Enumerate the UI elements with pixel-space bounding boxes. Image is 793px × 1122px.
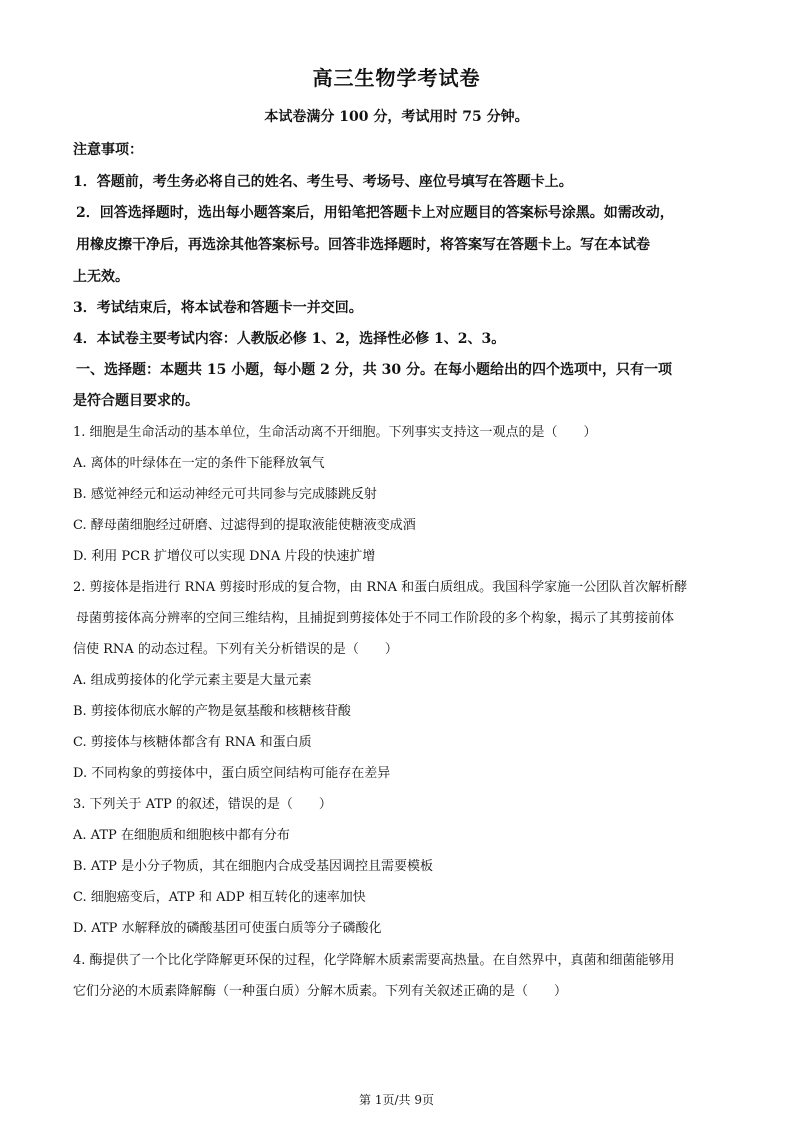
notice-item: 2．回答选择题时，选出每小题答案后，用铅笔把答题卡上对应题目的答案标号涂黑。如需改动，: [76, 205, 674, 221]
notice-heading: 注意事项：: [73, 142, 143, 158]
question-option: B. 感觉神经元和运动神经元可共同参与完成膝跳反射: [73, 487, 377, 502]
notice-item: 3．考试结束后，将本试卷和答题卡一并交回。: [73, 300, 363, 316]
question-option: D. 利用 PCR 扩增仪可以实现 DNA 片段的快速扩增: [73, 549, 376, 564]
notice-item: 1．答题前，考生务必将自己的姓名、考生号、考场号、座位号填写在答题卡上。: [73, 174, 573, 190]
question-option: C. 剪接体与核糖体都含有 RNA 和蛋白质: [73, 735, 312, 750]
question-option: A. 离体的叶绿体在一定的条件下能释放氧气: [73, 456, 325, 471]
question-option: A. 组成剪接体的化学元素主要是大量元素: [73, 673, 312, 688]
section-heading: 一、选择题：本题共 15 小题，每小题 2 分，共 30 分。在每小题给出的四个选项中，只有一项: [76, 362, 672, 378]
question-stem: 4. 酶提供了一个比化学降解更环保的过程，化学降解木质素需要高热量。在自然界中，真菌和细菌能够用: [73, 953, 675, 968]
notice-item: 上无效。: [73, 269, 129, 285]
question-stem: 信使 RNA 的动态过程。下列有关分析错误的是（ ）: [73, 642, 398, 657]
question-option: C. 酵母菌细胞经过研磨、过滤得到的提取液能使糖液变成酒: [73, 518, 416, 533]
question-stem: 母菌剪接体高分辨率的空间三维结构，且捕捉到剪接体处于不同工作阶段的多个构象，揭示了其剪接前体: [76, 611, 675, 626]
question-option: B. ATP 是小分子物质，其在细胞内合成受基因调控且需要模板: [73, 859, 434, 874]
question-option: D. ATP 水解释放的磷酸基团可使蛋白质等分子磷酸化: [73, 921, 382, 936]
question-option: D. 不同构象的剪接体中，蛋白质空间结构可能存在差异: [73, 766, 391, 781]
section-heading: 是符合题目要求的。: [73, 393, 199, 409]
question-stem: 它们分泌的木质素降解酶（一种蛋白质）分解木质素。下列有关叙述正确的是（ ）: [73, 984, 568, 999]
page-number: 第 1页/共 9页: [359, 1093, 434, 1107]
exam-info: 本试卷满分 100 分，考试用时 75 分钟。: [264, 109, 529, 125]
page-title: 高三生物学考试卷: [312, 66, 481, 90]
question-stem: 3. 下列关于 ATP 的叙述，错误的是（ ）: [73, 797, 332, 812]
notice-item: 用橡皮擦干净后，再选涂其他答案标号。回答非选择题时，将答案写在答题卡上。写在本试卷: [76, 237, 650, 253]
question-option: B. 剪接体彻底水解的产物是氨基酸和核糖核苷酸: [73, 704, 351, 719]
question-option: A. ATP 在细胞质和细胞核中都有分布: [73, 828, 290, 843]
question-stem: 2. 剪接体是指进行 RNA 剪接时形成的复合物，由 RNA 和蛋白质组成。我国科学家施一公团队首次解析酵: [73, 580, 688, 595]
question-stem: 1. 细胞是生命活动的基本单位，生命活动离不开细胞。下列事实支持这一观点的是（ ）: [73, 425, 597, 440]
question-option: C. 细胞癌变后，ATP 和 ADP 相互转化的速率加快: [73, 890, 366, 905]
notice-item: 4．本试卷主要考试内容：人教版必修 1、2，选择性必修 1、2、3。: [73, 331, 506, 347]
